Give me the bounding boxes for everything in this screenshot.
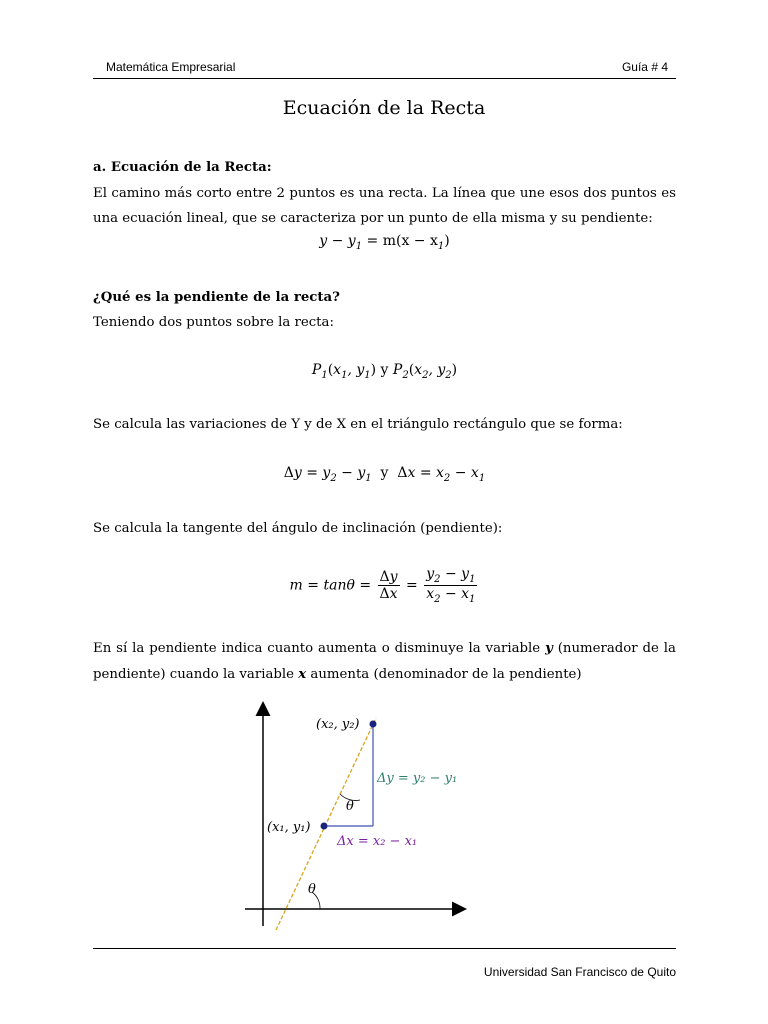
point-slope-formula <box>93 233 676 252</box>
slope-diagram <box>240 700 470 932</box>
formula-sub: 1 <box>437 240 445 252</box>
explanation-part: aumenta (denominador de la pendiente) <box>306 667 582 682</box>
point-1 <box>321 823 328 830</box>
course-title: Matemática Empresarial <box>106 60 236 74</box>
points-formula: $P_1(x_1$, $y_1$) y $P_2(x_2$, $y_2$) <box>311 362 458 381</box>
section-heading: a. Ecuación de la Recta: <box>93 160 272 175</box>
variable-y: y <box>545 641 553 656</box>
formula-end: ) <box>444 233 450 249</box>
delta-formula: $\Delta y = y_2 - y_1$ y $\Delta x = x_2 - x_1$ <box>283 465 486 484</box>
intro-paragraph: El camino más corto entre 2 puntos es una recta. La línea que une esos dos puntos es una ecuación lineal, que se caracteriza por un punto de ella misma y su pendiente: <box>93 186 676 226</box>
slope-formula: m = tanθ = $\frac{\Delta y}{\Delta x}$ = $\frac{y_2 - y_1}{x_2 - x_1}$ <box>289 566 476 605</box>
tangent-text: Se calcula la tangente del ángulo de inclinación (pendiente): <box>93 521 503 536</box>
slope-explanation <box>93 636 676 688</box>
theta-label-top: θ <box>346 799 354 814</box>
two-points-intro: Teniendo dos puntos sobre la recta: <box>93 315 334 330</box>
footer-divider <box>93 948 676 949</box>
formula-mid: = m(x − x <box>362 233 438 249</box>
guide-number: Guía # 4 <box>621 60 668 74</box>
point-2 <box>370 721 377 728</box>
page-footer: Universidad San Francisco de Quito <box>483 965 676 979</box>
formula-lhs: y − y <box>319 233 356 249</box>
theta-label-bottom: θ <box>308 882 316 897</box>
formula-sub: 1 <box>355 240 363 252</box>
page-title: Ecuación de la Recta <box>282 97 486 119</box>
variations-text: Se calcula las variaciones de Y y de X en el triángulo rectángulo que se forma: <box>93 417 623 432</box>
point-1-label: (x₁, y₁) <box>267 820 311 835</box>
variable-x: x <box>298 667 307 682</box>
delta-y-label: Δy = y₂ − y₁ <box>377 771 458 786</box>
explanation-part: (numerador de la pendiente) cuando la variable <box>93 641 676 682</box>
slope-question: ¿Qué es la pendiente de la recta? <box>93 290 340 305</box>
explanation-part: En sí la pendiente indica cuanto aumenta o disminuye la variable <box>93 641 546 656</box>
page-header <box>93 58 676 79</box>
delta-x-label: Δx = x₂ − x₁ <box>337 834 418 849</box>
point-2-label: (x₂, y₂) <box>316 717 360 732</box>
